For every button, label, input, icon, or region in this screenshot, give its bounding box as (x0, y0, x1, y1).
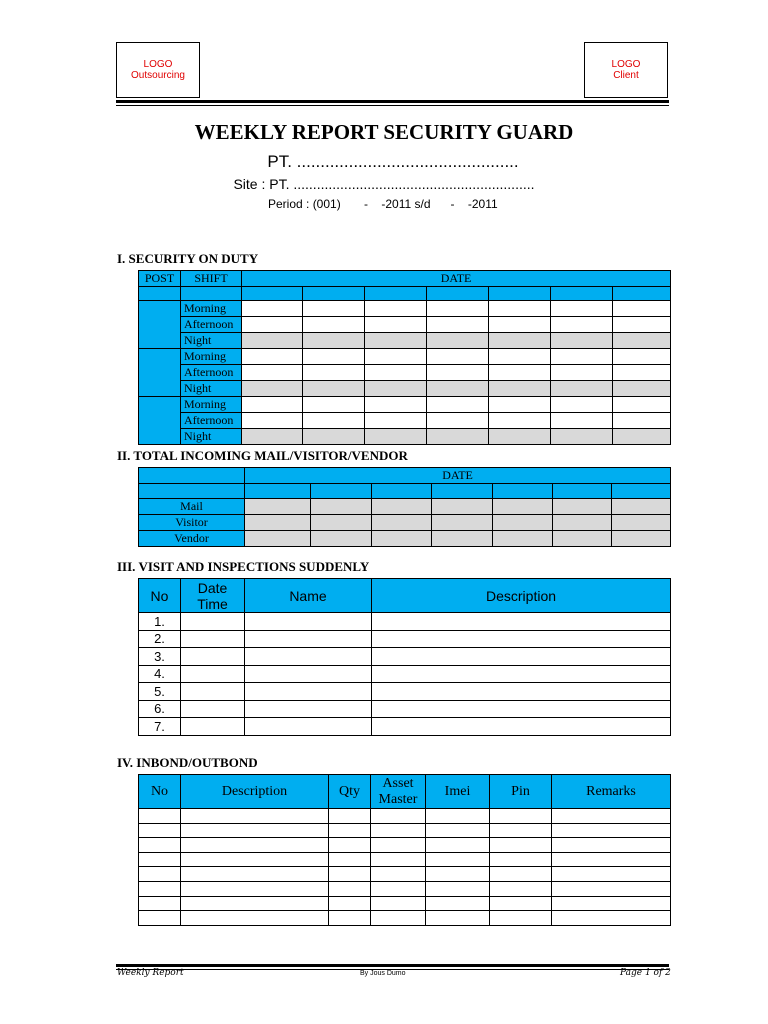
shift-label: Night (181, 429, 242, 445)
col-date-time (181, 579, 245, 613)
row-number: 3. (139, 648, 181, 666)
col-description: Description (181, 775, 329, 809)
date-cell[interactable] (311, 484, 372, 499)
date-cell[interactable] (612, 484, 671, 499)
col-name: Name (245, 579, 372, 613)
shift-label: Morning (181, 397, 242, 413)
inbound-outbound-table (138, 774, 671, 926)
page-title: WEEKLY REPORT SECURITY GUARD (194, 120, 574, 144)
date-cell[interactable] (427, 287, 489, 301)
table-row (139, 809, 671, 824)
incoming-corner-blank (139, 484, 245, 499)
logo-outsourcing (116, 42, 200, 98)
table-row (139, 896, 671, 911)
col-date: DATE (245, 468, 671, 484)
logo-outsourcing-line1: LOGO (143, 59, 173, 70)
shift-label: Afternoon (181, 365, 242, 381)
footer-center: By Jous Dumo (360, 970, 406, 977)
section-3-heading: III. VISIT AND INSPECTIONS SUDDENLY (117, 559, 370, 574)
table-row (139, 838, 671, 853)
col-asset: Asset (382, 775, 414, 791)
date-cell[interactable] (372, 484, 432, 499)
shift-header-blank (181, 287, 242, 301)
period-line: Period : (001) - -2011 s/d - -2011 (268, 197, 498, 211)
table-row (139, 867, 671, 882)
row-number: 6. (139, 700, 181, 718)
row-label-visitor: Visitor (139, 515, 245, 531)
shift-label: Morning (181, 301, 242, 317)
section-1-heading: I. SECURITY ON DUTY (117, 251, 259, 266)
section-4-heading: IV. INBOND/OUTBOND (117, 755, 258, 770)
col-post: POST (139, 271, 181, 287)
date-cell[interactable] (613, 287, 671, 301)
col-remarks: Remarks (552, 775, 671, 809)
table-row (139, 823, 671, 838)
col-shift: SHIFT (181, 271, 242, 287)
site-line: Site : PT. .............................................................. (233, 176, 535, 192)
date-cell[interactable] (245, 484, 311, 499)
table-row (139, 852, 671, 867)
logo-outsourcing-line2: Outsourcing (131, 70, 185, 81)
logo-client-line2: Client (613, 70, 639, 81)
col-no: No (139, 579, 181, 613)
col-master: Master (378, 791, 418, 807)
date-cell[interactable] (489, 287, 551, 301)
post-cell[interactable] (139, 301, 181, 349)
col-qty: Qty (329, 775, 371, 809)
header-rule-thin (116, 105, 669, 106)
post-header-blank (139, 287, 181, 301)
row-number: 4. (139, 665, 181, 683)
incoming-corner (139, 468, 245, 484)
date-cell[interactable] (365, 287, 427, 301)
shift-label: Afternoon (181, 413, 242, 429)
table-row (139, 881, 671, 896)
shift-label: Afternoon (181, 317, 242, 333)
footer-right: Page 1 of 2 (620, 968, 671, 978)
incoming-table (138, 467, 671, 547)
row-number: 7. (139, 718, 181, 736)
table-row (139, 911, 671, 926)
col-date: Date (197, 579, 228, 596)
date-cell[interactable] (242, 287, 303, 301)
shift-label: Night (181, 381, 242, 397)
row-label-vendor: Vendor (139, 531, 245, 547)
col-description: Description (372, 579, 671, 613)
col-no: No (139, 775, 181, 809)
col-asset-master (371, 775, 426, 809)
date-cell[interactable] (553, 484, 612, 499)
footer-rule (116, 964, 669, 967)
post-cell[interactable] (139, 397, 181, 445)
logo-client (584, 42, 668, 98)
footer-left: Weekly Report (117, 968, 184, 978)
row-number: 1. (139, 613, 181, 631)
header-rule (116, 100, 669, 103)
col-time: Time (197, 595, 228, 612)
company-line: PT. ............................................... (267, 152, 519, 171)
date-cell[interactable] (551, 287, 613, 301)
row-number: 2. (139, 630, 181, 648)
section-2-heading: II. TOTAL INCOMING MAIL/VISITOR/VENDOR (117, 448, 408, 463)
logo-client-line1: LOGO (611, 59, 641, 70)
date-cell[interactable] (493, 484, 553, 499)
date-cell[interactable] (432, 484, 493, 499)
date-cell[interactable] (303, 287, 365, 301)
col-imei: Imei (426, 775, 490, 809)
post-cell[interactable] (139, 349, 181, 397)
shift-label: Night (181, 333, 242, 349)
shift-label: Morning (181, 349, 242, 365)
visit-inspection-table (138, 578, 671, 736)
security-on-duty-table (138, 270, 671, 445)
col-pin: Pin (490, 775, 552, 809)
col-date: DATE (242, 271, 671, 287)
row-label-mail: Mail (139, 499, 245, 515)
row-number: 5. (139, 683, 181, 701)
